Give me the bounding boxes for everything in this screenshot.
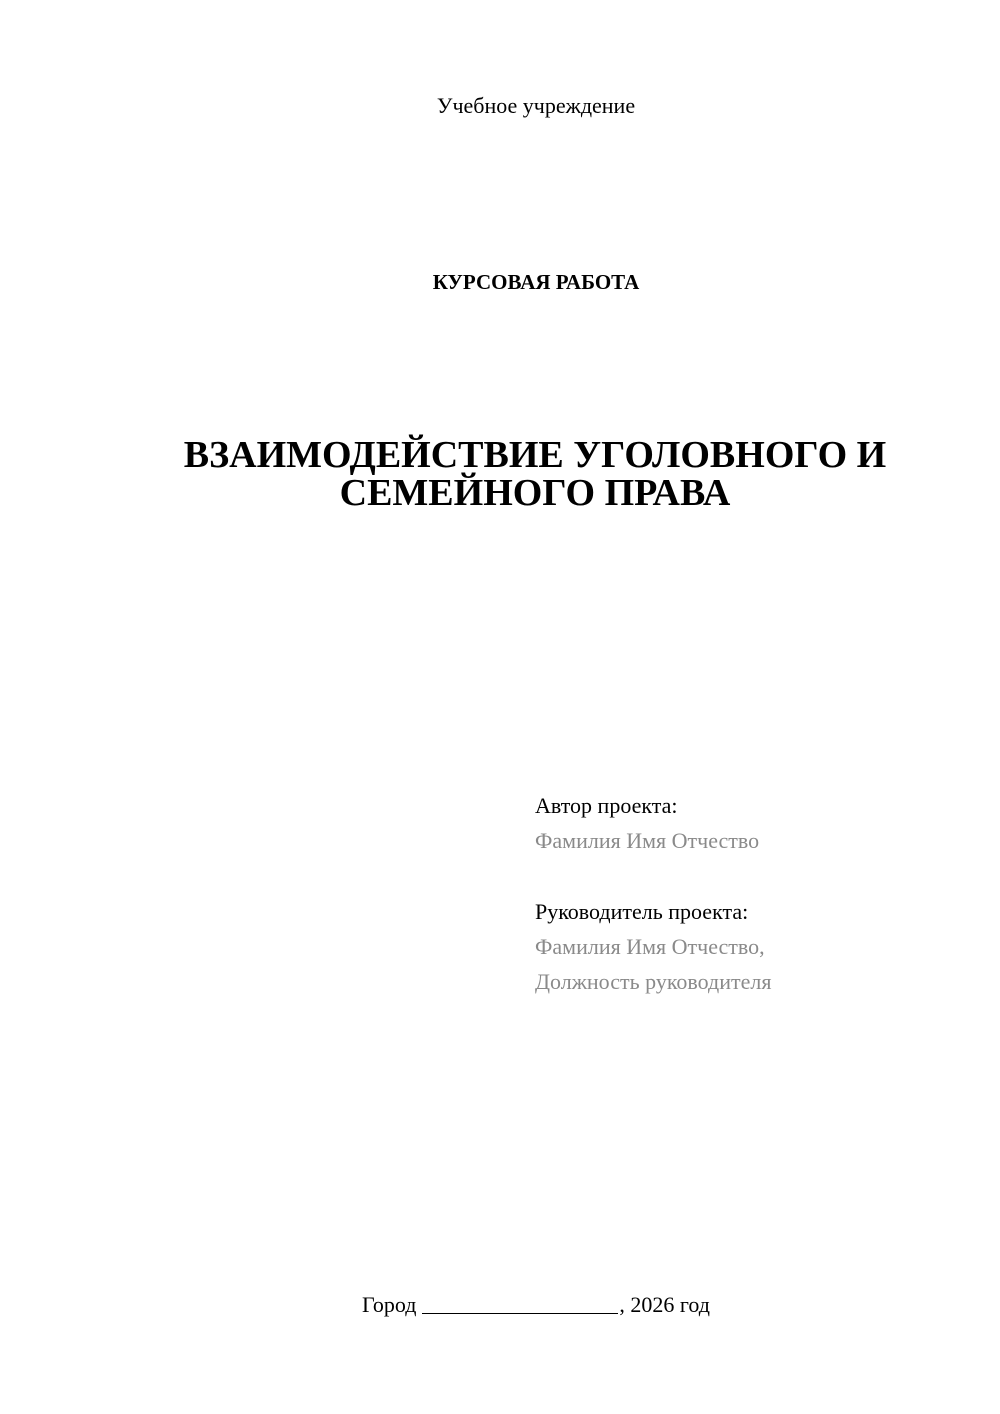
- document-title: [150, 436, 920, 512]
- supervisor-name: Фамилия Имя Отчество,: [535, 934, 765, 959]
- title-line-2: СЕМЕЙНОГО ПРАВА: [339, 472, 731, 514]
- city-blank-line: [422, 1293, 618, 1314]
- footer-city-year: [0, 1290, 1000, 1320]
- city-label: Город: [362, 1292, 417, 1317]
- author-label: Автор проекта:: [535, 793, 678, 818]
- title-line-1: ВЗАИМОДЕЙСТВИЕ УГОЛОВНОГО И: [183, 434, 887, 476]
- supervisor-position: Должность руководителя: [535, 969, 772, 994]
- work-type-heading: КУРСОВАЯ РАБОТА: [432, 270, 640, 294]
- spacer: [535, 858, 975, 894]
- people-block: [535, 788, 975, 999]
- author-name: Фамилия Имя Отчество: [535, 828, 760, 853]
- supervisor-label: Руководитель проекта:: [535, 899, 749, 924]
- institution-name: Учебное учреждение: [436, 93, 636, 118]
- year-text: , 2026 год: [619, 1292, 710, 1317]
